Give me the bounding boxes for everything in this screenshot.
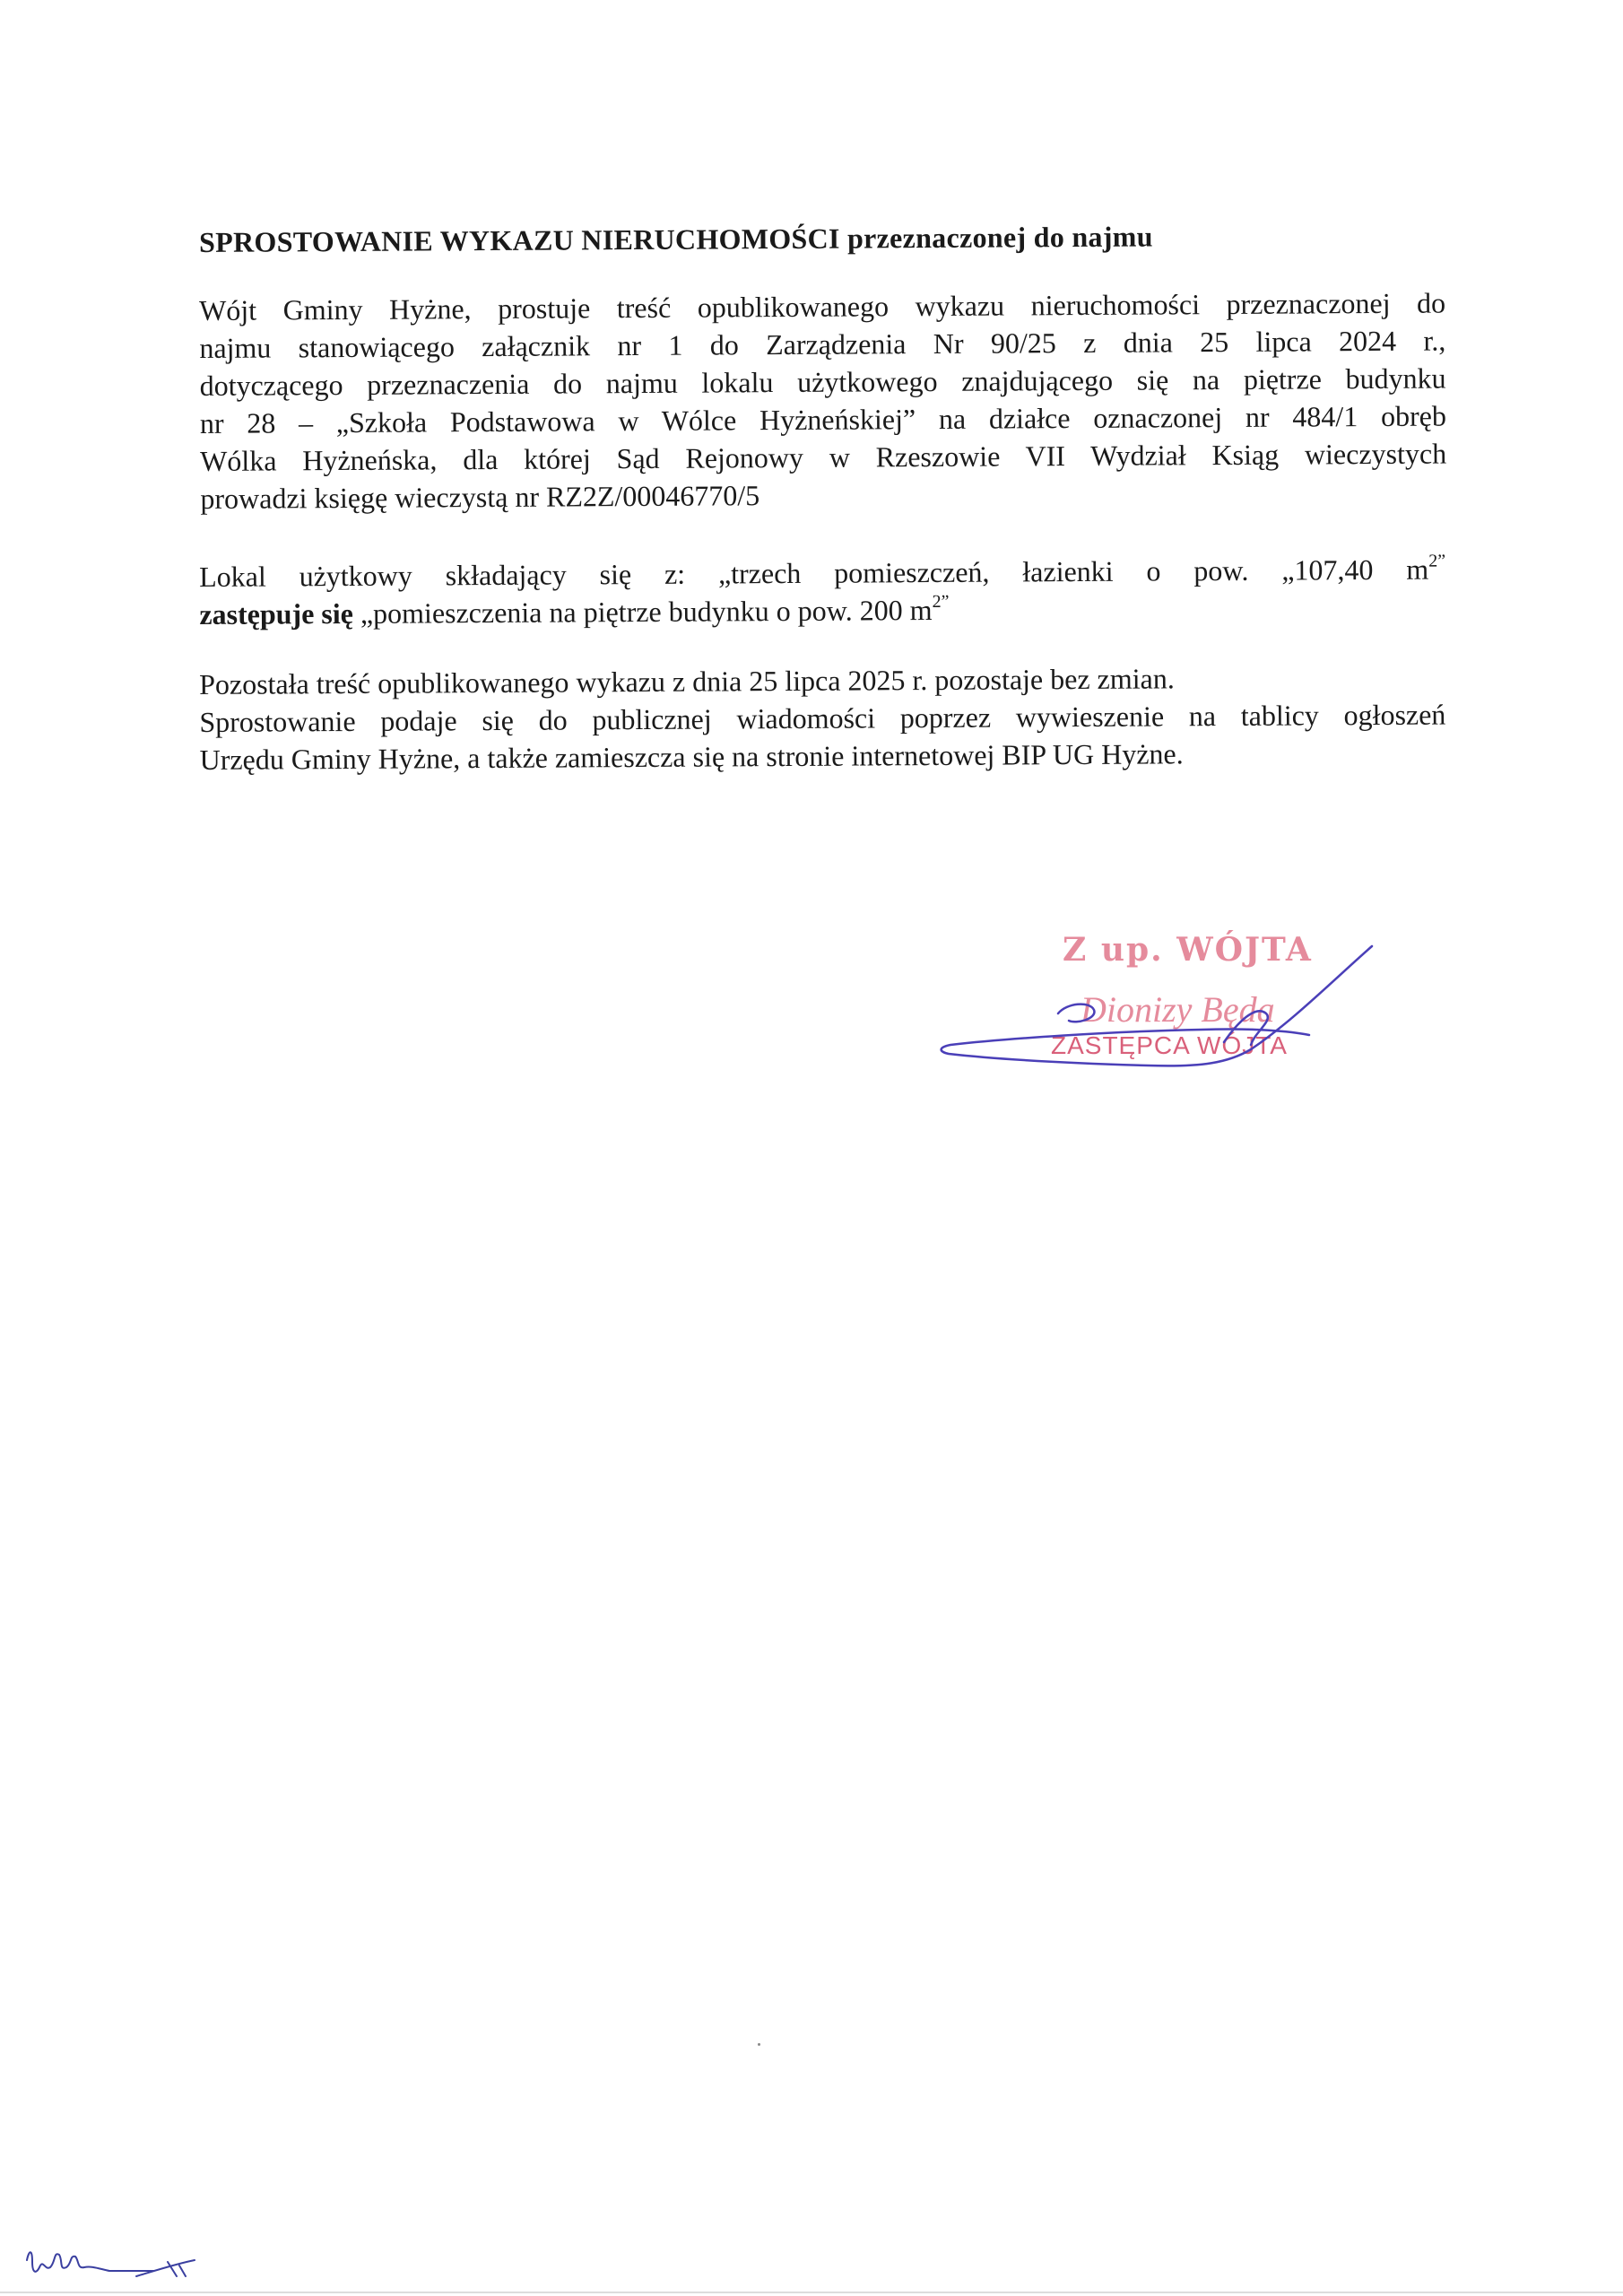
handwritten-signature [933,924,1417,1085]
paragraph-1 [199,284,1447,517]
paragraph-3-line: Urzędu Gminy Hyżne, a także zamieszcza się na stronie internetowej BIP UG Hyżne. [199,737,1184,776]
superscript: 2” [932,591,950,613]
superscript: 2” [1428,551,1446,571]
paragraph-3 [199,658,1446,778]
official-stamp [933,924,1417,1085]
bold-phrase: zastępuje się [199,596,354,631]
paragraph-2 [199,551,1445,633]
stamp-name: Dionizy Będa [1081,989,1275,1030]
paragraph-1-line: najmu stanowiącego załącznik nr 1 do Zarządzenia Nr 90/25 z dnia 25 lipca 2024 r., [199,324,1446,364]
paragraph-1-line: Wólka Hyżneńska, dla której Sąd Rejonowy w Rzeszowie VII Wydział Ksiąg wieczystych [200,437,1447,477]
stamp-title: Z up. WÓJTA [1063,931,1313,969]
paragraph-2-text: Lokal użytkowy składający się z: „trzech pomieszczeń, łazienki o pow. „107,40 m [199,552,1429,593]
stamp-position: ZASTĘPCA WÓJTA [1051,1031,1288,1059]
paragraph-3-line: Sprostowanie podaje się do publicznej wiadomości poprzez wywieszenie na tablicy ogłoszeń [199,698,1446,738]
paragraph-2-line-2 [199,588,1445,633]
paragraph-2-text: „pomieszczenia na piętrze budynku o pow. 200 m [352,594,933,630]
document-title: SPROSTOWANIE WYKAZU NIERUCHOMOŚCI przeznaczonej do najmu [199,220,1153,258]
page-edge-line [0,2292,1623,2293]
scan-dot [758,2043,760,2046]
paragraph-1-line: nr 28 – „Szkoła Podstawowa w Wólce Hyżneńskiej” na działce oznaczonej nr 484/1 obręb [199,399,1446,439]
paragraph-1-line: prowadzi księgę wieczystą nr RZ2Z/00046770/5 [200,479,760,515]
paragraph-2-line-1 [199,551,1445,596]
paragraph-1-line: dotyczącego przeznaczenia do najmu lokalu użytkowego znajdującego się na piętrze budynku [199,361,1446,402]
handwritten-initials [20,2235,208,2289]
paragraph-1-line: Wójt Gminy Hyżne, prostuje treść opublikowanego wykazu nieruchomości przeznaczonej do [199,286,1446,326]
paragraph-3-line: Pozostała treść opublikowanego wykazu z dnia 25 lipca 2025 r. pozostaje bez zmian. [199,662,1175,700]
